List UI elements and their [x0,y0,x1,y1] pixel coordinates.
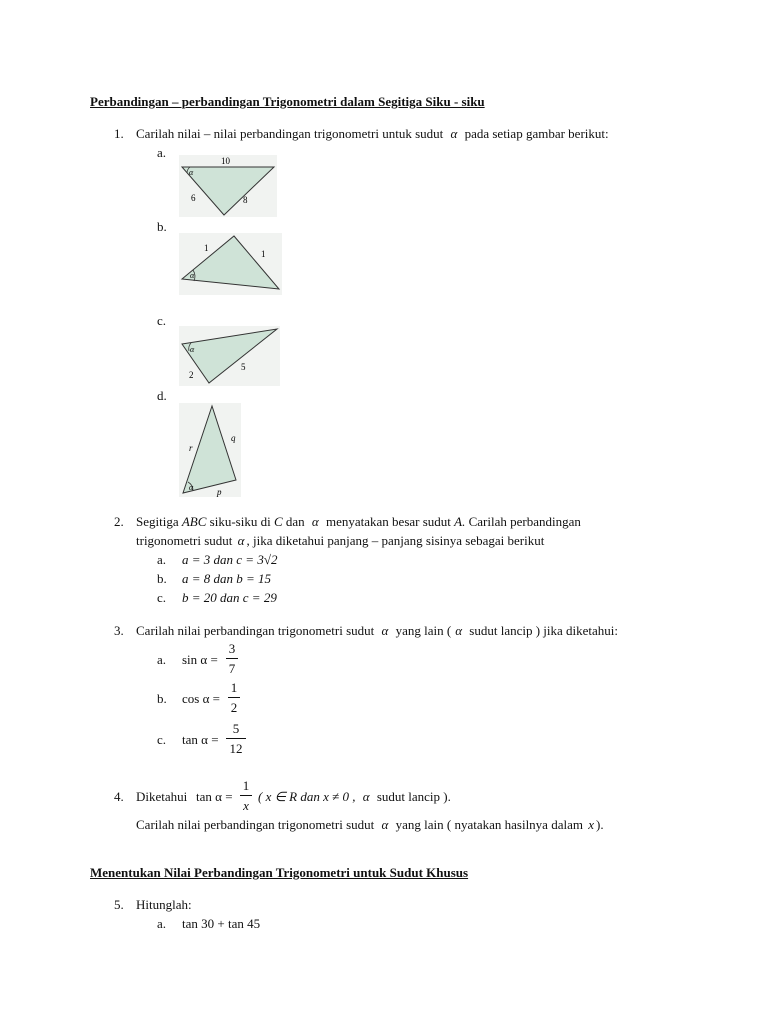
q2-item-c-label: c. [157,590,167,605]
q2-text: trigonometri sudut [136,533,233,548]
fig-d-angle: α [189,483,194,492]
q4-text: ( x ∈ R dan x ≠ 0 , [258,789,356,804]
q1-sub-a-label: a. [157,145,167,160]
alpha-symbol: α [311,514,319,529]
numerator: 5 [232,721,240,736]
question-1-text [136,126,609,142]
alpha-symbol: α [237,533,245,548]
question-2-number: 2. [114,514,124,529]
q2-text: siku-siku di [209,514,271,529]
q3-item-b-label: b. [157,691,167,706]
q4-text: sudut lancip ). [376,789,451,804]
alpha-symbol: α [450,126,458,141]
q3-item-a-func: sin α = [182,652,218,667]
fig-a-side-right: 8 [243,195,248,205]
q5-item-a-label: a. [157,916,167,931]
q3-item-c-label: c. [157,732,167,747]
q3-text: Carilah nilai perbandingan trigonometri sudut [136,623,375,638]
section-heading-1: Perbandingan – perbandingan Trigonometri dalam Segitiga Siku - siku [90,94,485,109]
fig-d-side-q: q [231,433,236,443]
q2-item-a-label: a. [157,552,167,567]
q3-item-c-fraction [226,721,246,756]
q4-condition [258,789,451,805]
numerator: 3 [228,641,236,656]
q2-item-c-expr: b = 20 dan c = 29 [182,590,277,605]
numerator: 1 [230,680,238,695]
alpha-symbol: α [381,623,389,638]
fig-a-side-left: 6 [191,193,196,203]
question-3-text [136,623,618,639]
alpha-symbol: α [455,623,463,638]
q4-func: tan α = [196,789,233,804]
triangle-figure-c [179,326,280,386]
q2-text: Segitiga [136,514,179,529]
q1-text-a: Carilah nilai – nilai perbandingan trigonometri untuk sudut [136,126,444,141]
q1-text-b: pada setiap gambar berikut: [464,126,609,141]
fig-c-angle: α [190,345,195,354]
q3-item-a-label: a. [157,652,167,667]
denominator: 7 [228,661,236,676]
q4-text: Carilah nilai perbandingan trigonometri sudut [136,817,375,832]
q1-sub-b-label: b. [157,219,167,234]
question-5-text: Hitunglah: [136,897,192,912]
numerator: 1 [242,778,250,793]
q2-item-b-label: b. [157,571,167,586]
q1-sub-d-label: d. [157,388,167,403]
question-2-line1 [136,514,581,530]
q2-text: menyatakan besar sudut [326,514,451,529]
q2-text: Carilah perbandingan [468,514,581,529]
question-4-line2 [136,817,604,833]
q2-text: dan [285,514,305,529]
q4-text: yang lain ( nyatakan hasilnya dalam [395,817,583,832]
question-1-number: 1. [114,126,124,141]
denominator: x [243,798,249,813]
fig-d-side-p: p [217,487,222,497]
q3-item-b-func: cos α = [182,691,220,706]
denominator: 2 [230,700,238,715]
q2-abc: ABC [181,514,207,529]
q2-c: C [273,514,283,529]
q4-text: ). [596,817,604,832]
alpha-symbol: α [381,817,389,832]
fig-c-side-left: 2 [189,370,194,380]
fig-b-side-right: 1 [261,249,266,259]
fig-d-side-r: r [189,443,193,453]
q2-a: A. [454,514,466,529]
section-heading-2: Menentukan Nilai Perbandingan Trigonometri untuk Sudut Khusus [90,865,469,880]
q5-item-a-expr: tan 30 + tan 45 [182,916,261,931]
question-3-number: 3. [114,623,124,638]
alpha-symbol: α [362,789,370,804]
question-5-number: 5. [114,897,124,912]
fig-b-side-left: 1 [204,243,209,253]
q1-sub-c-label: c. [157,313,167,328]
q3-item-c-func: tan α = [182,732,219,747]
q2-text: , jika diketahui panjang – panjang sisinya sebagai berikut [246,533,545,548]
q3-item-a-fraction [226,641,238,676]
q4-text-a: Diketahui [136,789,188,804]
q3-item-b-fraction [228,680,240,715]
q4-fraction [240,778,252,813]
q3-text: sudut lancip ) jika diketahui: [469,623,619,638]
triangle-figure-b [179,233,282,295]
question-2-line2 [136,533,544,549]
q4-x: x [588,817,594,832]
triangle-figure-a [179,155,277,217]
q3-text: yang lain ( [395,623,452,638]
fig-a-side-top: 10 [221,156,230,166]
q2-item-a-expr: a = 3 dan c = 3√2 [182,552,278,567]
q2-item-b-expr: a = 8 dan b = 15 [182,571,272,586]
fig-c-side-right: 5 [241,362,246,372]
question-4-number: 4. [114,789,124,804]
fig-a-angle: α [189,168,194,177]
denominator: 12 [229,741,243,756]
triangle-figure-d [179,403,241,497]
fig-b-angle: α [190,271,195,280]
